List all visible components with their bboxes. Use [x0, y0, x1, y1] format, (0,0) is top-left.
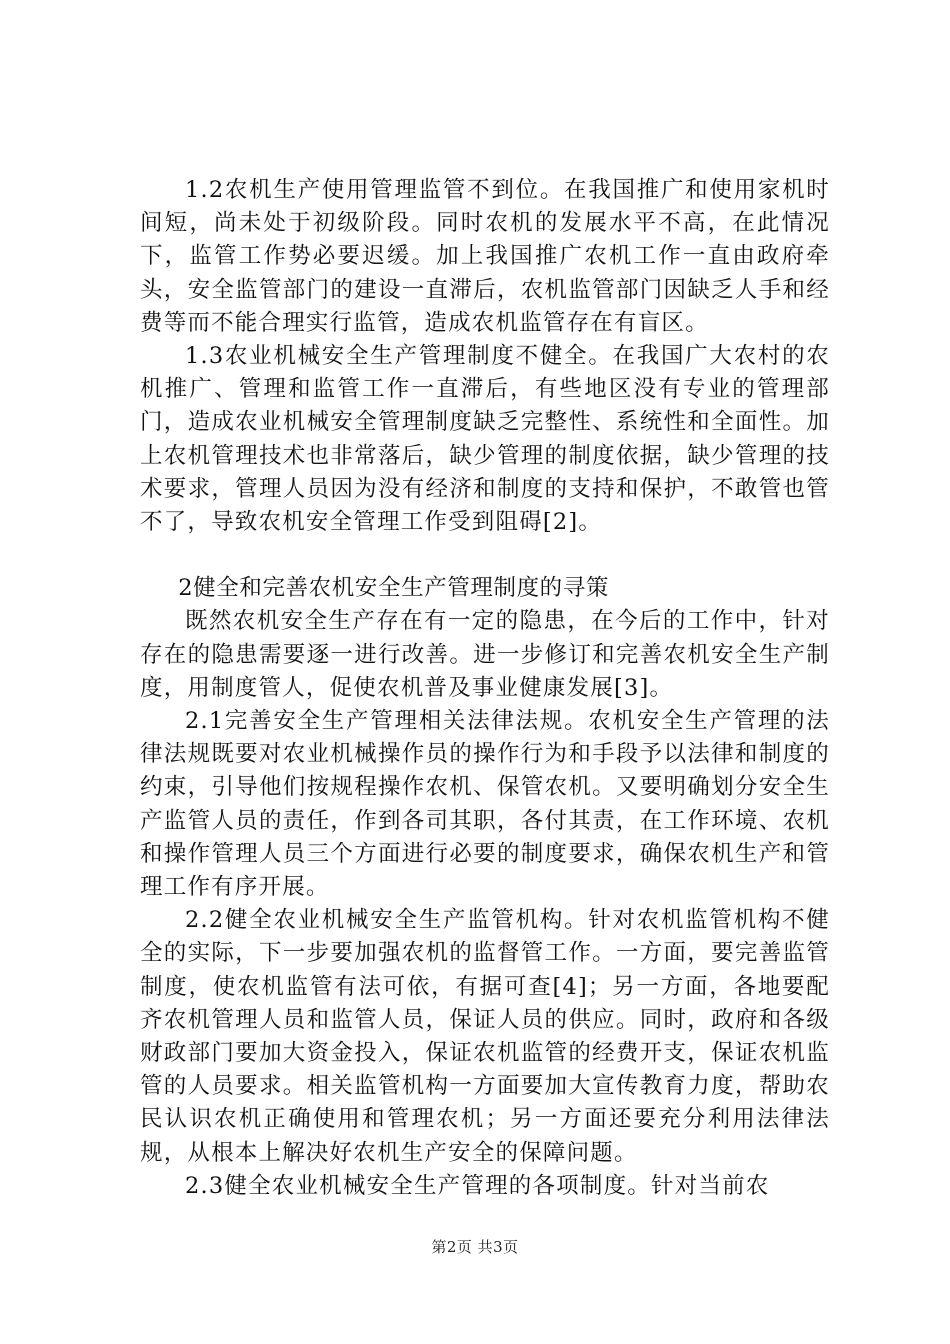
section-heading: 2健全和完善农机安全生产管理制度的寻策 [178, 575, 609, 602]
paragraph-1-3: 1.3农业机械安全生产管理制度不健全。在我国广大农村的农机推广、管理和监管工作一直滞后，有些地区没有专业的管理部门，造成农业机械安全管理制度缺乏完整性、系统性和全面性。加上农机管理技术也非常落后，缺少管理的制度依据，缺少管理的技术要求，管理人员因为没有经济和制度的支持和保护，不敢管也管不了，导致农机安全管理工作受到阻碍[2]。 [140, 343, 830, 536]
paragraph-1-2: 1.2农机生产使用管理监管不到位。在我国推广和使用家机时间短，尚未处于初级阶段。同时农机的发展水平不高，在此情况下，监管工作势必要迟缓。加上我国推广农机工作一直由政府牵头，安全监管部门的建设一直滞后，农机监管部门因缺乏人手和经费等而不能合理实行监管，造成农机监管存在有盲区。 [140, 177, 830, 336]
paragraph-2-2: 2.2健全农业机械安全生产监管机构。针对农机监管机构不健全的实际，下一步要加强农机的监督管工作。一方面，要完善监管制度，使农机监管有法可依，有据可查[4]；另一方面，各地要配齐农机管理人员和监管人员，保证人员的供应。同时，政府和各级财政部门要加大资金投入，保证农机监管的经费开支，保证农机监管的人员要求。相关监管机构一方面要加大宣传教育力度，帮助农民认识农机正确使用和管理农机；另一方面还要充分利用法律法规，从根本上解决好农机生产安全的保障问题。 [140, 907, 830, 1166]
paragraph-2-3: 2.3健全农业机械安全生产管理的各项制度。针对当前农 [185, 1172, 770, 1199]
page-number-footer: 第2页 共3页 [431, 1238, 519, 1256]
document-body [140, 174, 830, 1203]
paragraph-intro: 既然农机安全生产存在有一定的隐患，在今后的工作中，针对存在的隐患需要逐一进行改善。进一步修订和完善农机安全生产制度，用制度管人，促使农机普及事业健康发展[3]。 [140, 608, 830, 701]
paragraph-2-1: 2.1完善安全生产管理相关法律法规。农机安全生产管理的法律法规既要对农业机械操作员的操作行为和手段予以法律和制度的约束，引导他们按规程操作农机、保管农机。又要明确划分安全生产监管人员的责任，作到各司其职，各付其责，在工作环境、农机和操作管理人员三个方面进行必要的制度要求，确保农机生产和管理工作有序开展。 [140, 708, 830, 901]
